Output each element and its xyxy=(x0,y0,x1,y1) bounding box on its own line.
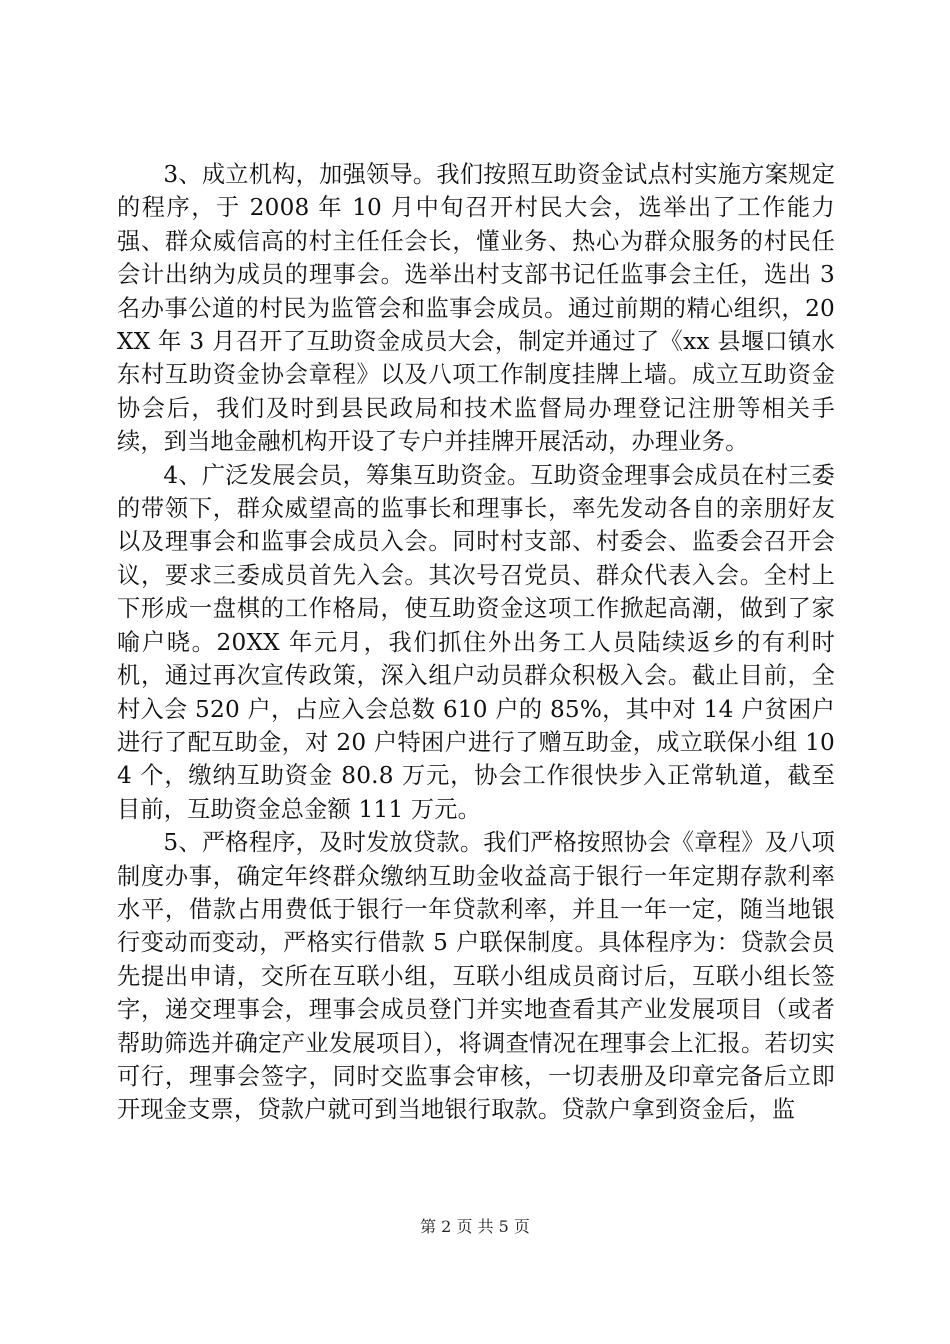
document-body xyxy=(117,158,843,1127)
paragraph-3-establish-organization: 3、成立机构，加强领导。我们按照互助资金试点村实施方案规定的程序，于 2008 年 10 月中旬召开村民大会，选举出了工作能力强、群众威信高的村主任任会长，懂业务、热心为群众服务的村民任会计出纳为成员的理事会。选举出村支部书记任监事会主任，选出 3 名办事公道的村民为监管会和监事会成员。通过前期的精心组织，20XX 年 3 月召开了互助资金成员大会，制定并通过了《xx 县堰口镇水东村互助资金协会章程》以及八项工作制度挂牌上墙。成立互助资金协会后，我们及时到县民政局和技术监督局办理登记注册等相关手续，到当地金融机构开设了专户并挂牌开展活动，办理业务。 xyxy=(117,161,843,456)
paragraph-5-loan-procedure: 5、严格程序，及时发放贷款。我们严格按照协会《章程》及八项制度办事，确定年终群众缴纳互助金收益高于银行一年定期存款利率水平，借款占用费低于银行一年贷款利率，并且一年一定，随当地银行变动而变动，严格实行借款 5 户联保制度。具体程序为：贷款会员先提出申请，交所在互联小组，互联小组成员商讨后，互联小组长签字，递交理事会，理事会成员登门并实地查看其产业发展项目（或者帮助筛选并确定产业发展项目），将调查情况在理事会上汇报。若切实可行，理事会签字，同时交监事会审核，一切表册及印章完备后立即开现金支票，贷款户就可到当地银行取款。贷款户拿到资金后，监 xyxy=(117,829,835,1124)
paragraph-4-develop-members: 4、广泛发展会员，筹集互助资金。互助资金理事会成员在村三委的带领下，群众威望高的监事长和理事长，率先发动各自的亲朋好友以及理事会和监事会成员入会。同时村支部、村委会、监委会召开会议，要求三委成员首先入会。其次号召党员、群众代表入会。全村上下形成一盘棋的工作格局，使互助资金这项工作掀起高潮，做到了家喻户晓。20XX 年元月，我们抓住外出务工人员陆续返乡的有利时机，通过再次宣传政策，深入组户动员群众积极入会。截止目前，全村入会 520 户，占应入会总数 610 户的 85%，其中对 14 户贫困户进行了配互助金，对 20 户特困户进行了赠互助金，成立联保小组 104 个，缴纳互助资金 80.8 万元，协会工作很快步入正常轨道，截至目前，互助资金总金额 111 万元。 xyxy=(117,461,835,823)
page-footer: 第 2 页 共 5 页 xyxy=(420,1217,530,1236)
